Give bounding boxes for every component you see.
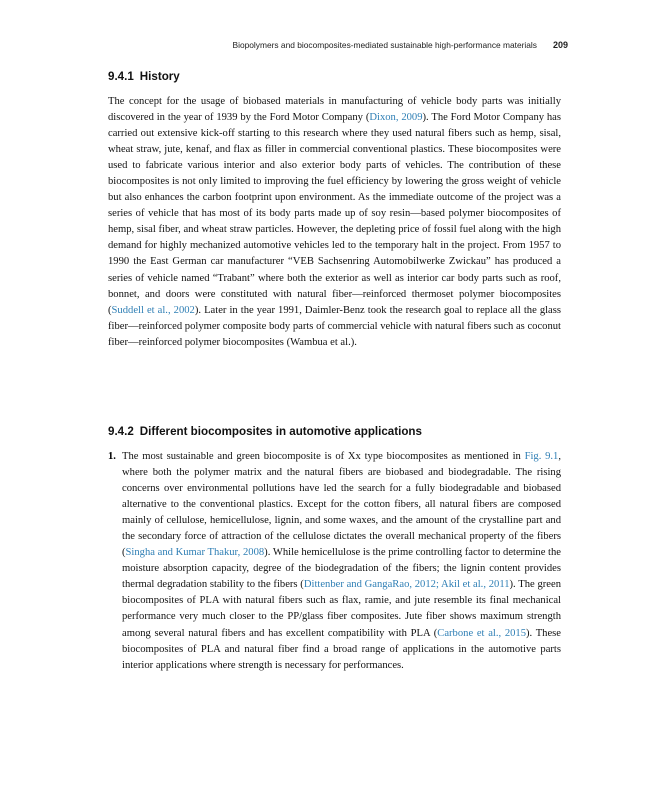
citation-link[interactable]: Singha and Kumar Thakur, 2008 bbox=[125, 547, 265, 559]
citation-link[interactable]: Suddell et al., 2002 bbox=[111, 304, 195, 316]
citation-link[interactable]: Carbone et al., 2015 bbox=[437, 627, 527, 639]
page-number: 209 bbox=[552, 40, 568, 50]
section-number: 9.4.1 bbox=[108, 70, 134, 83]
section-heading-history bbox=[108, 70, 180, 83]
section-title: Different biocomposites in automotive applications bbox=[139, 425, 422, 438]
text-run: , where both the polymer matrix and the natural fibers are biobased and biodegradable. The rising concerns over environmental pollutions have led the search for a fully biodegradable and biobased alternative to the conventional plastics. Except for the cotton fibers, all natural fibers are composed mainly of cellulose, hemicellulose, lignin, and some waxes, and the amount of the crystalline part and the secondary force of attraction of the cellulose dictates the overall mechanical property of the fibers ( bbox=[122, 451, 561, 559]
text-run: The most sustainable and green biocomposite is of Xx type biocomposites as mentioned in bbox=[122, 451, 525, 462]
citation-link[interactable]: Dixon, 2009 bbox=[369, 112, 423, 124]
section-number: 9.4.2 bbox=[108, 425, 134, 438]
list-marker: 1. bbox=[108, 451, 116, 462]
list-item bbox=[122, 449, 561, 674]
running-head bbox=[108, 40, 568, 50]
text-run: The concept for the usage of biobased materials in manufacturing of vehicle body parts was initially discovered in the year of 1939 by the Ford Motor Company ( bbox=[108, 96, 561, 124]
section-title: History bbox=[139, 70, 180, 83]
section-heading-biocomposites bbox=[108, 425, 422, 438]
citation-link[interactable]: Dittenber and GangaRao, 2012; Akil et al., 2011 bbox=[303, 579, 510, 591]
figure-link[interactable]: Fig. 9.1 bbox=[524, 451, 559, 462]
numbered-list bbox=[108, 449, 561, 674]
history-paragraph bbox=[108, 94, 561, 351]
text-run: ). The Ford Motor Company has carried out extensive kick-off starting to this research where they used natural fibers such as hemp, sisal, wheat straw, jute, kenaf, and flax as filler in commercial conventional plastics. These biocomposites were used to fabricate various interior and also exterior body parts of vehicles. The contribution of these biocomposites is not only limited to improving the fuel efficiency by lowering the gross weight of vehicle but also enhances the carbon footprint upon environment. As the immediate outcome of the project was a series of vehicle that has most of its body parts made up of soy resin—based polymer biocomposites of hemp, sisal fiber, and wheat straw particles. However, the depleting price of fossil fuel along with the high demand for highly mechanized automotive vehicles led to the temporary halt in the project. From 1957 to 1990 the East German car manufacturer “VEB Sachsenring Automobilwerke Zwickau” has produced a series of vehicle named “Trabant” where both the exterior as well as interior car body parts such as roof, bonnet, and doors were constituted with natural fiber—reinforced thermoset polymer biocomposites ( bbox=[108, 112, 562, 316]
text-run: ). Later in the year 1991, Daimler-Benz took the research goal to replace all the glass fiber—reinforced polymer composite body parts of commercial vehicle with natural fibers such as coconut fiber—reinforced polymer biocomposites (Wambua et al.). bbox=[108, 304, 562, 348]
text-run: ). While hemicellulose is the prime controlling factor to determine the moisture absorption capacity, degree of the biodegradation of the fibers; the lignin content provides thermal degradation stability to the fibers ( bbox=[122, 547, 562, 591]
text-run: ). These biocomposites of PLA and natural fiber find a broad range of applications in the automotive parts interior applications where strength is necessary for performances. bbox=[122, 627, 562, 671]
running-head-title: Biopolymers and biocomposites-mediated sustainable high-performance materials bbox=[232, 40, 537, 50]
text-run: ). The green biocomposites of PLA with natural fibers such as flax, ramie, and jute resemble its final mechanical performance very much closer to the PP/glass fiber composites. Jute fiber shows maximum strength among several natural fibers and has excellent compatibility with PLA ( bbox=[122, 579, 562, 639]
